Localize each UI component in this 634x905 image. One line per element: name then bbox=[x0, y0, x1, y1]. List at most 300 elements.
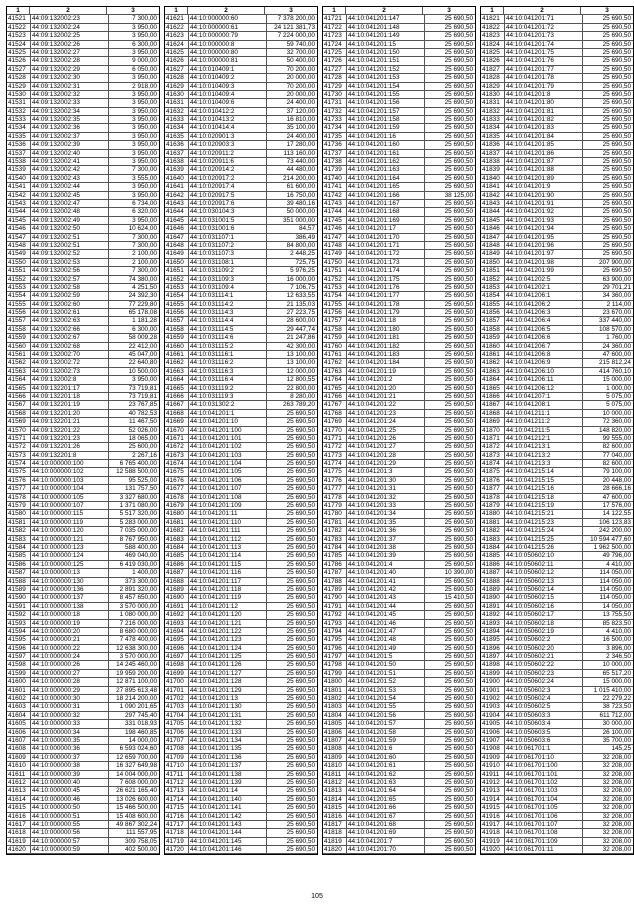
row-number-cell: 41678 bbox=[165, 494, 189, 501]
table-row bbox=[165, 494, 317, 502]
row-number-cell: 41527 bbox=[7, 66, 31, 73]
row-number-cell: 41771 bbox=[323, 435, 347, 442]
row-number-cell: 41750 bbox=[323, 259, 347, 266]
row-number-cell: 41665 bbox=[165, 385, 189, 392]
cadastral-number-cell: 44:10:031114:6 bbox=[189, 334, 267, 341]
cadastral-number-cell: 44:10:041201:102 bbox=[189, 443, 267, 450]
column-header: 2 bbox=[30, 7, 107, 14]
row-number-cell: 41692 bbox=[165, 611, 189, 618]
table-row bbox=[7, 292, 159, 300]
value-cell: 15 466 500,00 bbox=[116, 804, 157, 812]
table-row bbox=[323, 116, 475, 124]
row-number-cell: 41851 bbox=[481, 267, 505, 274]
table-row bbox=[323, 603, 475, 611]
row-number-cell: 41586 bbox=[7, 561, 31, 568]
row-number-cell: 41644 bbox=[165, 208, 189, 215]
value-cell: 25 690,50 bbox=[286, 619, 315, 627]
row-number-cell: 41604 bbox=[7, 712, 31, 719]
table-row bbox=[7, 645, 159, 653]
cadastral-number-cell: 44:10:041201:69 bbox=[347, 829, 425, 836]
cadastral-number-cell: 44:10:041215:18 bbox=[505, 494, 583, 501]
cadastral-number-cell: 44:10:050602:23 bbox=[505, 670, 583, 677]
value-cell: 25 690,50 bbox=[444, 351, 473, 359]
row-number-cell: 41684 bbox=[165, 544, 189, 551]
table-row bbox=[323, 494, 475, 502]
row-number-cell: 41809 bbox=[323, 754, 347, 761]
table-row bbox=[481, 368, 633, 376]
row-number-cell: 41812 bbox=[323, 779, 347, 786]
cadastral-number-cell: 44:10:031109:3 bbox=[189, 276, 267, 283]
value-cell: 3 555,00 bbox=[132, 174, 157, 182]
row-number-cell: 41917 bbox=[481, 821, 505, 828]
cadastral-number-cell: 44:10:041201:82 bbox=[505, 116, 583, 123]
table-row bbox=[323, 762, 475, 770]
table-row bbox=[165, 301, 317, 309]
table-row bbox=[481, 393, 633, 401]
table-row bbox=[165, 502, 317, 510]
value-cell: 1 090 201,65 bbox=[119, 703, 157, 711]
value-cell: 25 690,50 bbox=[602, 208, 631, 216]
row-number-cell: 41623 bbox=[165, 32, 189, 39]
table-row bbox=[323, 611, 475, 619]
row-number-cell: 41854 bbox=[481, 292, 505, 299]
table-row bbox=[165, 569, 317, 577]
value-cell: 10 000,00 bbox=[602, 661, 631, 669]
cadastral-number-cell: 44:10:041206:1 bbox=[505, 292, 583, 299]
row-number-cell: 41780 bbox=[323, 510, 347, 517]
row-number-cell: 41672 bbox=[165, 443, 189, 450]
value-cell: 25 690,50 bbox=[444, 762, 473, 770]
value-cell: 25 690,50 bbox=[286, 812, 315, 820]
value-cell: 14 004 000,00 bbox=[116, 770, 157, 778]
row-number-cell: 41822 bbox=[481, 24, 505, 31]
column-header: 3 bbox=[289, 7, 293, 14]
value-cell: 25 690,50 bbox=[286, 653, 315, 661]
value-cell: 25 690,50 bbox=[286, 510, 315, 518]
value-cell: 25 690,50 bbox=[286, 627, 315, 635]
value-cell: 25 690,50 bbox=[286, 678, 315, 686]
row-number-cell: 41640 bbox=[165, 175, 189, 182]
cadastral-number-cell: 44:10:031107:2 bbox=[189, 242, 267, 249]
cadastral-number-cell: 44:09:132002:25 bbox=[31, 32, 109, 39]
table-row bbox=[165, 351, 317, 359]
table-row bbox=[323, 452, 475, 460]
cadastral-number-cell: 44:10:050602:21 bbox=[505, 653, 583, 660]
table-row bbox=[7, 670, 159, 678]
value-cell: 25 690,50 bbox=[444, 795, 473, 803]
table-row bbox=[165, 124, 317, 132]
row-number-cell: 41597 bbox=[7, 653, 31, 660]
row-number-cell: 41778 bbox=[323, 494, 347, 501]
value-cell: 25 690,50 bbox=[444, 644, 473, 652]
cadastral-number-cell: 44:09:132201:23 bbox=[31, 435, 109, 442]
row-number-cell: 41844 bbox=[481, 208, 505, 215]
cadastral-number-cell: 44:09:132002:73 bbox=[31, 368, 109, 375]
row-number-cell: 41865 bbox=[481, 385, 505, 392]
row-number-cell: 41616 bbox=[7, 813, 31, 820]
cadastral-number-cell: 44:10:061701:100 bbox=[505, 762, 583, 769]
cadastral-number-cell: 44:10:041212:1 bbox=[505, 435, 583, 442]
cadastral-number-cell: 44:10:041201:116 bbox=[189, 569, 267, 576]
row-number-cell: 41562 bbox=[7, 359, 31, 366]
row-number-cell: 41760 bbox=[323, 343, 347, 350]
row-number-cell: 41609 bbox=[7, 754, 31, 761]
table-row bbox=[165, 32, 317, 40]
row-number-cell: 41645 bbox=[165, 217, 189, 224]
cadastral-number-cell: 44:10:041206:9 bbox=[505, 359, 583, 366]
cadastral-number-cell: 44:10:041201:53 bbox=[347, 687, 425, 694]
row-number-cell: 41863 bbox=[481, 368, 505, 375]
value-cell: 25 690,50 bbox=[602, 233, 631, 241]
value-cell: 337 440,00 bbox=[599, 317, 631, 325]
row-number-cell: 41535 bbox=[7, 133, 31, 140]
row-number-cell: 41765 bbox=[323, 385, 347, 392]
cadastral-number-cell: 44:10:041201:32 bbox=[347, 494, 425, 501]
column-header: 3 bbox=[447, 7, 451, 14]
value-cell: 25 690,50 bbox=[444, 132, 473, 140]
cadastral-number-cell: 44:10:000000:55 bbox=[31, 821, 109, 828]
table-row bbox=[7, 276, 159, 284]
row-number-cell: 41633 bbox=[165, 116, 189, 123]
row-number-cell: 41908 bbox=[481, 745, 505, 752]
row-number-cell: 41708 bbox=[165, 745, 189, 752]
cadastral-number-cell: 44:10:041208:1 bbox=[505, 401, 583, 408]
table-row bbox=[323, 192, 475, 200]
cadastral-number-cell: 44:10:041213:1 bbox=[505, 443, 583, 450]
row-number-cell: 41577 bbox=[7, 485, 31, 492]
cadastral-number-cell: 44:10:041201:119 bbox=[189, 594, 267, 601]
cadastral-number-cell: 44:10:000000:24 bbox=[31, 653, 109, 660]
value-cell: 32 208,00 bbox=[602, 846, 631, 854]
cadastral-number-cell: 44:10:041201:30 bbox=[347, 477, 425, 484]
table-row bbox=[165, 267, 317, 275]
row-number-cell: 41641 bbox=[165, 183, 189, 190]
value-cell: 25 690,50 bbox=[602, 23, 631, 31]
table-row bbox=[481, 611, 633, 619]
cadastral-number-cell: 44:09:132002:52 bbox=[31, 250, 109, 257]
table-row bbox=[7, 653, 159, 661]
row-number-cell: 41823 bbox=[481, 32, 505, 39]
row-number-cell: 41629 bbox=[165, 83, 189, 90]
table-row bbox=[7, 527, 159, 535]
cadastral-number-cell: 44:10:041201:164 bbox=[347, 175, 425, 182]
value-cell: 25 690,50 bbox=[444, 585, 473, 593]
row-number-cell: 41564 bbox=[7, 376, 31, 383]
cadastral-number-cell: 44:10:041201:71 bbox=[505, 15, 583, 22]
cadastral-number-cell: 44:10:041201:133 bbox=[189, 729, 267, 736]
row-number-cell: 41574 bbox=[7, 460, 31, 467]
table-row bbox=[7, 242, 159, 250]
cadastral-number-cell: 44:10:010412:2 bbox=[189, 108, 267, 115]
table-row bbox=[165, 796, 317, 804]
value-cell: 25 690,50 bbox=[444, 141, 473, 149]
row-number-cell: 41885 bbox=[481, 552, 505, 559]
value-cell: 25 690,50 bbox=[444, 174, 473, 182]
value-cell: 25 690,50 bbox=[444, 602, 473, 610]
table-row bbox=[165, 334, 317, 342]
table-row bbox=[323, 401, 475, 409]
value-cell: 25 690,50 bbox=[444, 460, 473, 468]
page-number: 105 bbox=[311, 893, 323, 900]
cadastral-number-cell: 44:10:010409:2 bbox=[189, 74, 267, 81]
cadastral-number-cell: 44:10:000000:33 bbox=[31, 720, 109, 727]
table-row bbox=[7, 636, 159, 644]
row-number-cell: 41663 bbox=[165, 368, 189, 375]
row-number-cell: 41837 bbox=[481, 150, 505, 157]
cadastral-number-cell: 44:10:000000:119 bbox=[31, 519, 109, 526]
value-cell: 297 745,40 bbox=[125, 711, 157, 719]
table-row bbox=[165, 443, 317, 451]
value-cell: 25 690,50 bbox=[444, 74, 473, 82]
table-row bbox=[323, 468, 475, 476]
cadastral-number-cell: 44:10:000000:22 bbox=[31, 645, 109, 652]
value-cell: 25 690,50 bbox=[444, 686, 473, 694]
value-cell: 6 593 024,60 bbox=[119, 745, 157, 753]
row-number-cell: 41704 bbox=[165, 712, 189, 719]
table-row bbox=[165, 846, 317, 854]
row-number-cell: 41687 bbox=[165, 569, 189, 576]
value-cell: 4 251,50 bbox=[132, 283, 157, 291]
value-cell: 25 690,50 bbox=[444, 753, 473, 761]
row-number-cell: 41594 bbox=[7, 628, 31, 635]
value-cell: 198 460,85 bbox=[125, 728, 157, 736]
row-number-cell: 41878 bbox=[481, 494, 505, 501]
table-row bbox=[165, 24, 317, 32]
value-cell: 22 800,00 bbox=[286, 384, 315, 392]
table-row bbox=[481, 343, 633, 351]
value-cell: 16 750,00 bbox=[286, 191, 315, 199]
value-cell: 2 267,16 bbox=[132, 451, 157, 459]
value-cell: 25 690,50 bbox=[444, 804, 473, 812]
row-number-cell: 41845 bbox=[481, 217, 505, 224]
row-number-cell: 41882 bbox=[481, 527, 505, 534]
cadastral-number-cell: 44:10:041201:125 bbox=[189, 653, 267, 660]
row-number-cell: 41538 bbox=[7, 158, 31, 165]
value-cell: 25 600,00 bbox=[128, 443, 157, 451]
row-number-cell: 41768 bbox=[323, 410, 347, 417]
value-cell: 25 690,50 bbox=[286, 728, 315, 736]
cadastral-number-cell: 44:10:041201:12 bbox=[189, 603, 267, 610]
row-number-cell: 41530 bbox=[7, 91, 31, 98]
cadastral-number-cell: 44:10:000000:104 bbox=[31, 485, 109, 492]
value-cell: 85 823,50 bbox=[602, 619, 631, 627]
table-row bbox=[7, 15, 159, 23]
table-row bbox=[165, 116, 317, 124]
cadastral-number-cell: 44:10:031114:4 bbox=[189, 317, 267, 324]
row-number-cell: 41802 bbox=[323, 695, 347, 702]
row-number-cell: 41813 bbox=[323, 787, 347, 794]
table-row bbox=[323, 594, 475, 602]
cadastral-number-cell: 44:10:041201:159 bbox=[347, 124, 425, 131]
row-number-cell: 41785 bbox=[323, 552, 347, 559]
value-cell: 25 690,50 bbox=[444, 48, 473, 56]
table-row bbox=[481, 57, 633, 65]
cadastral-number-cell: 44:10:010409:6 bbox=[189, 99, 267, 106]
cadastral-number-cell: 44:10:000000:120 bbox=[31, 527, 109, 534]
table-row bbox=[7, 225, 159, 233]
row-number-cell: 41797 bbox=[323, 653, 347, 660]
row-number-cell: 41874 bbox=[481, 460, 505, 467]
row-number-cell: 41621 bbox=[165, 15, 189, 22]
value-cell: 25 690,50 bbox=[286, 820, 315, 828]
row-number-cell: 41869 bbox=[481, 418, 505, 425]
table-row bbox=[481, 401, 633, 409]
row-number-cell: 41558 bbox=[7, 326, 31, 333]
row-number-cell: 41906 bbox=[481, 729, 505, 736]
row-number-cell: 41830 bbox=[481, 91, 505, 98]
row-number-cell: 41817 bbox=[323, 821, 347, 828]
table-row bbox=[323, 292, 475, 300]
value-cell: 25 690,50 bbox=[444, 627, 473, 635]
table-row bbox=[323, 745, 475, 753]
cadastral-number-cell: 44:10:041201:21 bbox=[347, 393, 425, 400]
value-cell: 29 701,21 bbox=[602, 283, 631, 291]
row-number-cell: 41864 bbox=[481, 376, 505, 383]
cadastral-number-cell: 44:09:132002:41 bbox=[31, 158, 109, 165]
row-number-cell: 41731 bbox=[323, 99, 347, 106]
row-number-cell: 41673 bbox=[165, 452, 189, 459]
table-row bbox=[165, 317, 317, 325]
cadastral-number-cell: 44:10:041201:150 bbox=[347, 49, 425, 56]
value-cell: 11 467,50 bbox=[129, 418, 157, 426]
cadastral-number-cell: 44:10:031114:5 bbox=[189, 326, 267, 333]
value-cell: 25 690,50 bbox=[444, 57, 473, 65]
value-cell: 25 690,50 bbox=[286, 535, 315, 543]
value-cell: 25 690,50 bbox=[602, 15, 631, 23]
column-header: 1 bbox=[481, 7, 504, 14]
row-number-cell: 41596 bbox=[7, 645, 31, 652]
row-number-cell: 41886 bbox=[481, 561, 505, 568]
value-cell: 25 690,50 bbox=[444, 82, 473, 90]
cadastral-number-cell: 44:10:041201:64 bbox=[347, 787, 425, 794]
cadastral-number-cell: 44:10:041206:6 bbox=[505, 334, 583, 341]
row-number-cell: 41883 bbox=[481, 536, 505, 543]
value-cell: 27 223,75 bbox=[286, 309, 315, 317]
cadastral-number-cell: 44:10:041201:152 bbox=[347, 66, 425, 73]
value-cell: 25 690,50 bbox=[286, 686, 315, 694]
table-row bbox=[481, 183, 633, 191]
table-row bbox=[165, 284, 317, 292]
value-cell: 25 690,50 bbox=[602, 149, 631, 157]
cadastral-number-cell: 44:10:041202:5 bbox=[505, 276, 583, 283]
cadastral-number-cell: 44:10:041201:101 bbox=[189, 435, 267, 442]
table-row bbox=[165, 561, 317, 569]
table-row bbox=[7, 796, 159, 804]
table-row bbox=[7, 703, 159, 711]
row-number-cell: 41605 bbox=[7, 720, 31, 727]
table-row bbox=[481, 796, 633, 804]
cadastral-number-cell: 44:10:041215:23 bbox=[505, 519, 583, 526]
row-number-cell: 41557 bbox=[7, 317, 31, 324]
value-cell: 25 690,50 bbox=[602, 40, 631, 48]
cadastral-number-cell: 44:10:000000:123 bbox=[31, 544, 109, 551]
row-number-cell: 41825 bbox=[481, 49, 505, 56]
value-cell: 24 360,00 bbox=[602, 342, 631, 350]
row-number-cell: 41875 bbox=[481, 468, 505, 475]
value-cell: 25 690,50 bbox=[444, 535, 473, 543]
cadastral-number-cell: 44:10:041201:146 bbox=[189, 846, 267, 853]
column-header: 3 bbox=[131, 7, 135, 14]
table-row bbox=[165, 779, 317, 787]
row-number-cell: 41639 bbox=[165, 166, 189, 173]
cadastral-number-cell: 44:10:031116:2 bbox=[189, 359, 267, 366]
cadastral-number-cell: 44:09:132002:36 bbox=[31, 124, 109, 131]
table-row bbox=[165, 813, 317, 821]
table-row bbox=[323, 175, 475, 183]
row-number-cell: 41907 bbox=[481, 737, 505, 744]
value-cell: 32 208,00 bbox=[602, 770, 631, 778]
value-cell: 38 125,00 bbox=[444, 191, 473, 199]
table-row bbox=[481, 108, 633, 116]
cadastral-number-cell: 44:10:041201:137 bbox=[189, 762, 267, 769]
table-row bbox=[165, 83, 317, 91]
row-number-cell: 41783 bbox=[323, 536, 347, 543]
table-row bbox=[7, 24, 159, 32]
row-number-cell: 41776 bbox=[323, 477, 347, 484]
cadastral-number-cell: 44:10:041201:22 bbox=[347, 401, 425, 408]
cadastral-number-cell: 44:10:050603:6 bbox=[505, 737, 583, 744]
row-number-cell: 41701 bbox=[165, 687, 189, 694]
table-row bbox=[165, 91, 317, 99]
cadastral-number-cell: 44:09:132201:20 bbox=[31, 410, 109, 417]
cadastral-number-cell: 44:10:000000:21 bbox=[31, 636, 109, 643]
row-number-cell: 41891 bbox=[481, 603, 505, 610]
value-cell: 25 690,50 bbox=[602, 124, 631, 132]
cadastral-number-cell: 44:10:010413:2 bbox=[189, 116, 267, 123]
table-row bbox=[323, 259, 475, 267]
row-number-cell: 41685 bbox=[165, 552, 189, 559]
table-row bbox=[165, 49, 317, 57]
value-cell: 386,49 bbox=[295, 233, 315, 241]
cadastral-number-cell: 44:10:061701:103 bbox=[505, 787, 583, 794]
value-cell: 10 594 477,60 bbox=[590, 535, 631, 543]
value-cell: 25 690,50 bbox=[444, 309, 473, 317]
table-row bbox=[481, 544, 633, 552]
row-number-cell: 41674 bbox=[165, 460, 189, 467]
cadastral-number-cell: 44:10:041206:11 bbox=[505, 376, 583, 383]
value-cell: 25 690,50 bbox=[444, 418, 473, 426]
row-number-cell: 41680 bbox=[165, 510, 189, 517]
registry-table bbox=[6, 6, 634, 855]
table-row bbox=[7, 544, 159, 552]
value-cell: 25 690,50 bbox=[444, 468, 473, 476]
table-row bbox=[7, 443, 159, 451]
row-number-cell: 41834 bbox=[481, 124, 505, 131]
cadastral-number-cell: 44:10:041201:182 bbox=[347, 343, 425, 350]
value-cell: 25 690,50 bbox=[286, 443, 315, 451]
value-cell: 25 690,50 bbox=[286, 426, 315, 434]
row-number-cell: 41548 bbox=[7, 242, 31, 249]
cadastral-number-cell: 44:10:041201:171 bbox=[347, 242, 425, 249]
value-cell: 16 810,00 bbox=[286, 116, 315, 124]
cadastral-number-cell: 44:10:031116:3 bbox=[189, 368, 267, 375]
value-cell: 82 600,00 bbox=[602, 460, 631, 468]
value-cell: 7 216 000,00 bbox=[119, 619, 157, 627]
row-number-cell: 41726 bbox=[323, 57, 347, 64]
value-cell: 4 410,00 bbox=[606, 627, 631, 635]
value-cell: 32 208,00 bbox=[602, 787, 631, 795]
value-cell: 25 690,50 bbox=[602, 132, 631, 140]
row-number-cell: 41717 bbox=[165, 821, 189, 828]
table-row bbox=[7, 771, 159, 779]
row-number-cell: 41839 bbox=[481, 166, 505, 173]
row-number-cell: 41835 bbox=[481, 133, 505, 140]
cadastral-number-cell: 44:10:041201:145 bbox=[189, 838, 267, 845]
row-number-cell: 41751 bbox=[323, 267, 347, 274]
table-row bbox=[165, 653, 317, 661]
value-cell: 3 950,00 bbox=[132, 141, 157, 149]
cadastral-number-cell: 44:10:000000:61 bbox=[189, 24, 267, 31]
